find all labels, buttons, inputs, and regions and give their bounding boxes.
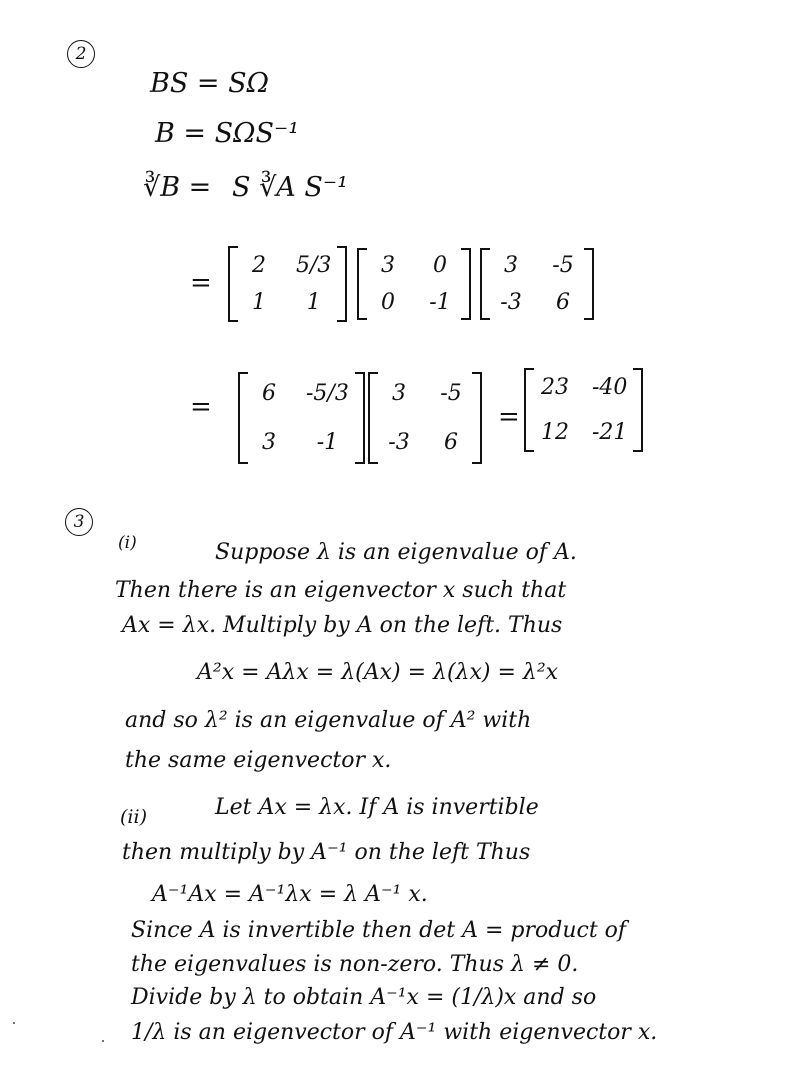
matrix-cell: 2 xyxy=(252,253,266,278)
matrix-cell: 1 xyxy=(252,290,266,315)
eq-line-1: BS = SΩ xyxy=(150,68,270,99)
scan-speck xyxy=(13,1022,15,1024)
bracket-left xyxy=(228,246,238,322)
matrix-cell: -3 xyxy=(500,290,522,315)
bracket-left xyxy=(524,368,534,452)
eq-line-3-rhs: S ∛A S⁻¹ xyxy=(232,172,348,203)
matrix-cell: -1 xyxy=(316,430,339,455)
matrix-cell: -3 xyxy=(388,430,410,455)
bracket-right xyxy=(355,372,365,464)
matrix-cell: 12 xyxy=(541,420,569,445)
matrix-result xyxy=(524,368,643,452)
part-ii-line-7: 1/λ is an eigenvector of A⁻¹ with eigenvector x. xyxy=(131,1020,658,1045)
part-ii-line-2: then multiply by A⁻¹ on the left Thus xyxy=(122,840,531,865)
eq-line-2: B = SΩS⁻¹ xyxy=(155,118,300,149)
bracket-right xyxy=(472,372,482,464)
problem-2-number: 2 xyxy=(67,40,95,68)
equals-sign-2: = xyxy=(190,392,212,422)
matrix-cell: 3 xyxy=(381,253,395,278)
matrix-cell: -5 xyxy=(552,253,574,278)
matrix-S xyxy=(228,246,347,322)
bracket-right xyxy=(584,248,594,320)
part-ii-line-1: Let Ax = λx. If A is invertible xyxy=(215,795,539,820)
matrix-cell: 6 xyxy=(262,381,276,406)
matrix-cell: -1 xyxy=(429,290,451,315)
bracket-right xyxy=(461,248,471,320)
part-i-line-1: Suppose λ is an eigenvalue of A. xyxy=(215,540,577,565)
matrix-cell: -5/3 xyxy=(306,381,349,406)
part-ii-line-4: Since A is invertible then det A = product of xyxy=(131,918,627,943)
matrix-cell: -40 xyxy=(592,375,628,400)
bracket-left xyxy=(368,372,378,464)
matrix-cell: -21 xyxy=(592,420,628,445)
equals-sign-3: = xyxy=(498,402,520,432)
part-i-line-6: the same eigenvector x. xyxy=(125,748,392,773)
part-i-label: (i) xyxy=(118,533,137,553)
matrix-cell: 6 xyxy=(444,430,458,455)
part-i-line-4: A²x = Aλx = λ(Ax) = λ(λx) = λ²x xyxy=(197,660,559,685)
bracket-right xyxy=(337,246,347,322)
matrix-cell: 3 xyxy=(504,253,518,278)
matrix-cell: 3 xyxy=(262,430,276,455)
part-i-line-5: and so λ² is an eigenvalue of A² with xyxy=(125,708,532,733)
matrix-cell: -5 xyxy=(440,381,462,406)
matrix-S-inverse xyxy=(480,248,594,320)
bracket-right xyxy=(633,368,643,452)
matrix-cell: 3 xyxy=(392,381,406,406)
matrix-cbrt-A xyxy=(357,248,471,320)
part-ii-line-6: Divide by λ to obtain A⁻¹x = (1/λ)x and so xyxy=(131,985,597,1010)
part-ii-label: (ii) xyxy=(120,806,147,828)
matrix-cell: 1 xyxy=(306,290,321,315)
part-ii-line-3: A⁻¹Ax = A⁻¹λx = λ A⁻¹ x. xyxy=(152,882,428,907)
eq-line-3-lhs: ∛B = xyxy=(143,172,212,203)
matrix-S-inverse-2 xyxy=(368,372,482,464)
matrix-cell: 6 xyxy=(556,290,570,315)
problem-3-number: 3 xyxy=(65,508,93,536)
part-i-line-2: Then there is an eigenvector x such that xyxy=(115,578,567,603)
matrix-cell: 0 xyxy=(381,290,395,315)
scan-speck xyxy=(102,1040,104,1042)
part-ii-line-5: the eigenvalues is non-zero. Thus λ ≠ 0. xyxy=(131,952,579,977)
matrix-cell: 23 xyxy=(541,375,569,400)
matrix-product xyxy=(238,372,365,464)
part-i-line-3: Ax = λx. Multiply by A on the left. Thus xyxy=(122,613,563,638)
bracket-left xyxy=(480,248,490,320)
bracket-left xyxy=(238,372,248,464)
equals-sign-1: = xyxy=(190,268,212,298)
matrix-cell: 5/3 xyxy=(296,253,332,278)
matrix-cell: 0 xyxy=(433,253,447,278)
bracket-left xyxy=(357,248,367,320)
